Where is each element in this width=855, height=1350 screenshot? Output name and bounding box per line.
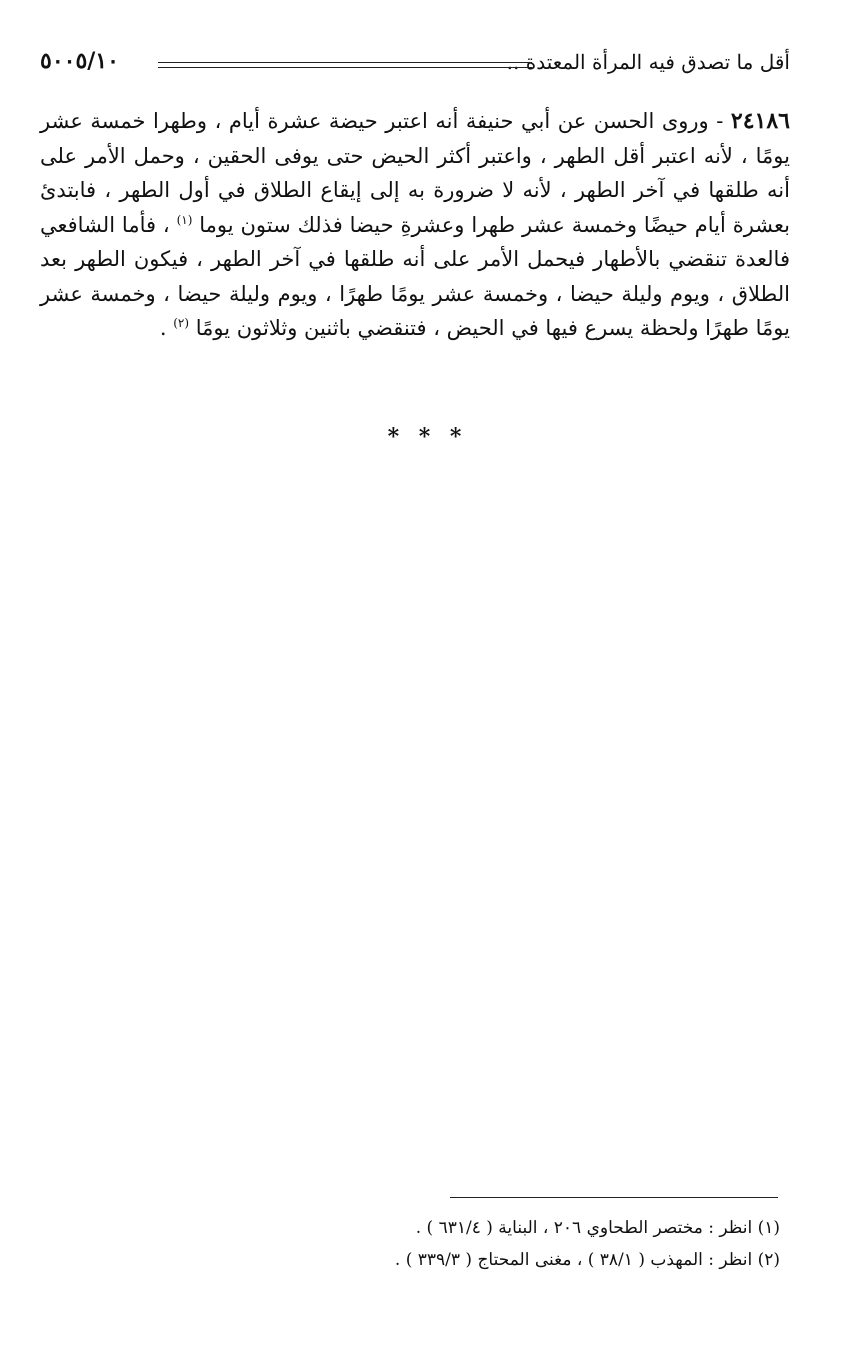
footnotes	[40, 1212, 780, 1276]
entry-text-part1: - وروى الحسن عن أبي حنيفة أنه اعتبر حيضة عشرة أيام ، وطهرا خمسة عشر يومًا ، لأنه اعتبر أقل الطهر ، واعتبر أكثر الحيض حتى يوفى الحقين ، وحمل الأمر على أنه طلقها في آخر الطهر ، لأنه لا ضرورة به إلى إيقاع الطلاق في أول الطهر ، فابتدئ بعشرة أيام حيضًا وخمسة عشر طهرا وعشرةِ حيضا فذلك ستون يوما	[40, 109, 790, 237]
page-header	[40, 44, 790, 80]
page-reference: ٥٠٠٥/١٠	[40, 48, 119, 74]
footnote-1: (١) انظر : مختصر الطحاوي ٢٠٦ ، البناية ( ٦٣١/٤ ) .	[415, 1218, 780, 1238]
entry-text-end: .	[159, 316, 174, 340]
section-separator: * * *	[387, 424, 468, 450]
header-double-rule	[158, 62, 532, 68]
running-title: أقل ما تصدق فيه المرأة المعتدة ..	[506, 50, 790, 74]
footnote-2: (٢) انظر : المهذب ( ٣٨/١ ) ، مغنى المحتاج ( ٣٣٩/٣ ) .	[394, 1250, 780, 1270]
footnote-marker-1: (١)	[176, 212, 193, 227]
footnote-rule	[450, 1197, 778, 1198]
footnote-marker-2: (٢)	[173, 316, 190, 330]
entry-paragraph	[40, 104, 790, 346]
entry-number: ٢٤١٨٦	[730, 108, 790, 134]
entry-text-part2: ، فأما الشافعي فالعدة تنقضي بالأطهار فيحمل الأمر على أنه طلقها في آخر الطهر ، فيكون الطهر بعد الطلاق ، ويوم وليلة حيضا ، وخمسة عشر يومًا طهرًا ، ويوم وليلة حيضا ، وخمسة عشر يومًا طهرًا ولحظة يسرع فيها في الحيض ، فتنقضي باثنين وثلاثون يومًا	[40, 212, 790, 340]
